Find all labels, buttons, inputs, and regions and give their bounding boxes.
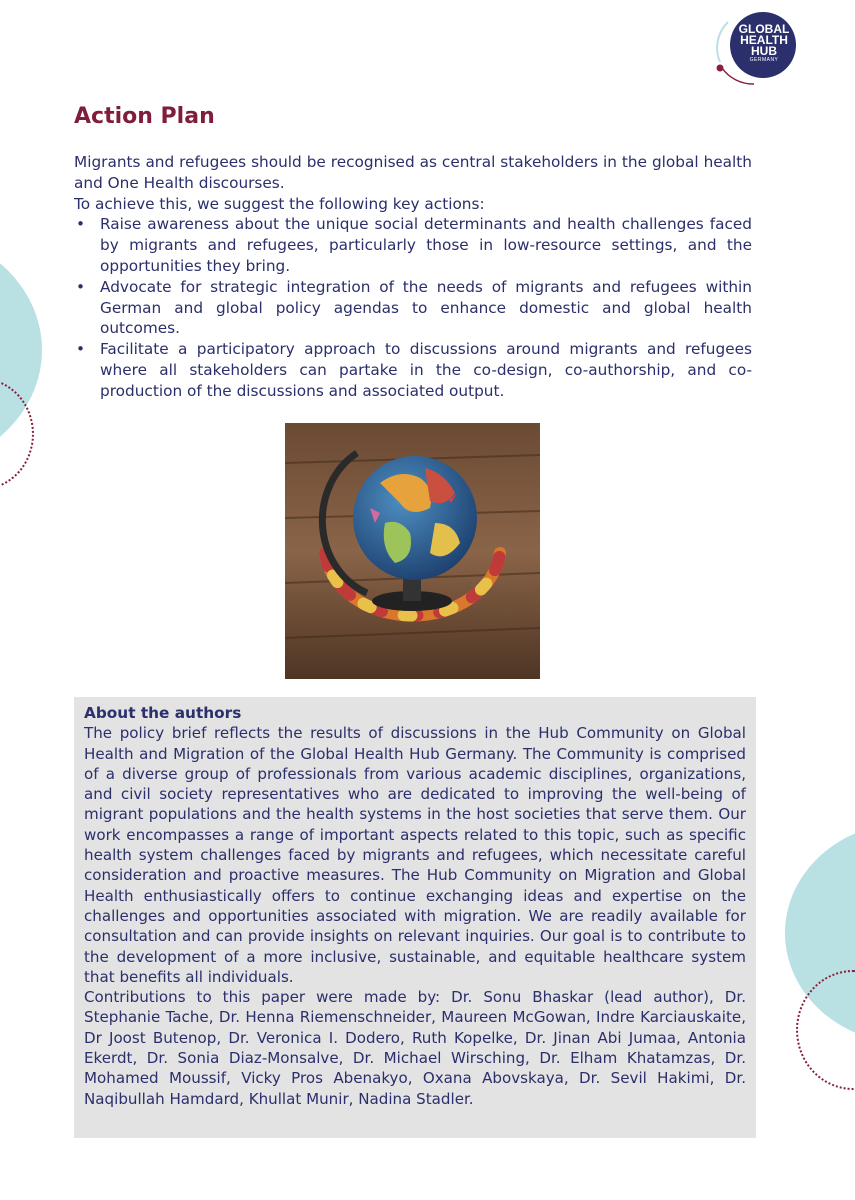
list-item: • Raise awareness about the unique social determinants and health challenges faced by migrants and refugees, particularly those in low-resource settings, and the opportunities they bring.: [74, 214, 752, 276]
global-health-hub-logo: [708, 4, 798, 86]
list-item: • Advocate for strategic integration of the needs of migrants and refugees within German and global policy agendas to enhance domestic and global health outcomes.: [74, 277, 752, 339]
authors-heading: About the authors: [84, 704, 242, 722]
authors-description: The policy brief reflects the results of discussions in the Hub Community on Global Health and Migration of the Global Health Hub Germany. The Community is comprised of a diverse group of professionals from various academic disciplines, organizations, and civil society representatives who are dedicated to improving the well-being of migrant populations and the health systems in the host societies that serve them. Our work encompasses a range of important aspects related to this topic, such as specific health system challenges faced by migrants and refugees, which necessitate careful consideration and proactive measures. The Hub Community on Migration and Global Health enthusiastically offers to continue exchanging ideas and expertise on the challenges and opportunities associated with migration. We are readily available for consultation and can provide insights on relevant inquiries. Our goal is to contribute to the development of a more inclusive, sustainable, and equitable healthcare system that benefits all individuals.: [84, 724, 746, 986]
key-actions-list: [74, 214, 752, 401]
logo-wordmark: GLOBAL HEALTH HUB GERMANY: [738, 22, 790, 63]
action-plan-content: [74, 152, 752, 402]
about-the-authors-box: [74, 697, 756, 1138]
intro-lead-in: To achieve this, we suggest the following key actions:: [74, 194, 485, 213]
authors-contributions: Contributions to this paper were made by: Dr. Sonu Bhaskar (lead author), Dr. Stephanie Tache, Dr. Henna Riemenschneider, Maureen McGowan, Indre Karciauskaite, Dr Joost Butenop, Dr. Veronica I. Dodero, Ruth Kopelke, Dr. Jinan Abi Jumaa, Antonia Ekerdt, Dr. Sonia Diaz-Monsalve, Dr. Michael Wirsching, Dr. Elham Khatamzas, Dr. Mohamed Moussif, Vicky Pros Abenakyo, Oxana Abovskaya, Dr. Sevil Hakimi, Dr. Naqibullah Hamdard, Khullat Munir, Nadina Stadler.: [84, 988, 746, 1108]
list-item: • Facilitate a participatory approach to discussions around migrants and refugees where all stakeholders can partake in the co-design, co-authorship, and co-production of the discussions and associated output.: [74, 339, 752, 401]
page-title: Action Plan: [74, 104, 215, 129]
intro-paragraph: Migrants and refugees should be recognised as central stakeholders in the global health and One Health discourses.: [74, 153, 752, 192]
globe-with-hands-illustration: [285, 423, 540, 679]
